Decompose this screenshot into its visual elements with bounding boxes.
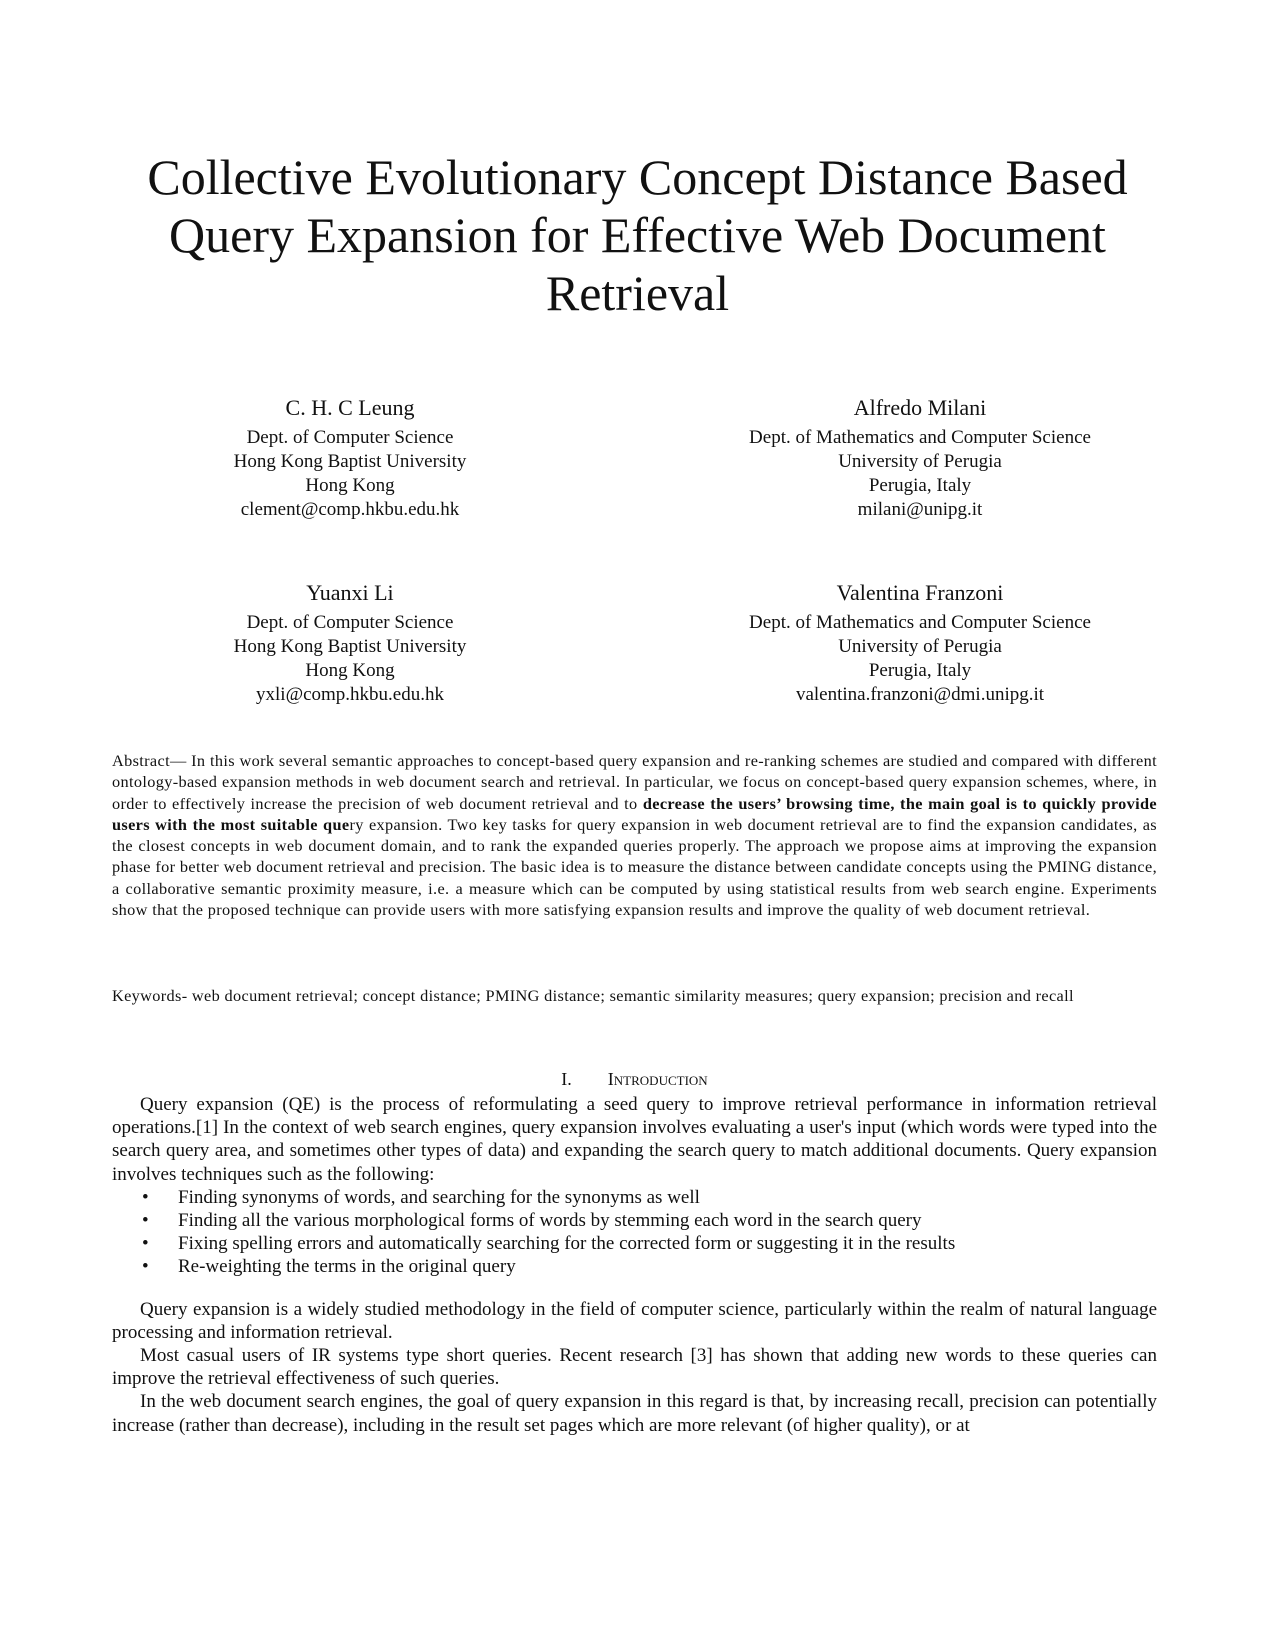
bullet-icon: • bbox=[142, 1233, 149, 1255]
body-text bbox=[112, 1093, 1157, 1437]
author-name: C. H. C Leung bbox=[285, 395, 415, 420]
abstract bbox=[112, 750, 1157, 920]
section-number: I. bbox=[561, 1069, 572, 1089]
author-dept: Dept. of Computer Science bbox=[246, 612, 454, 633]
author-location: Hong Kong bbox=[305, 475, 395, 496]
list-item bbox=[112, 1186, 1157, 1209]
author-location: Perugia, Italy bbox=[868, 660, 972, 681]
author-org: University of Perugia bbox=[838, 636, 1002, 657]
author-name: Alfredo Milani bbox=[853, 395, 987, 420]
author-email: valentina.franzoni@dmi.unipg.it bbox=[795, 684, 1045, 705]
section-title: Introduction bbox=[607, 1069, 708, 1089]
author-org: Hong Kong Baptist University bbox=[233, 451, 467, 472]
abstract-text-continued: ry expansion. Two key tasks for query expansion in web document retrieval are to find the expansion candidates, as the closest concepts in web document domain, and to rank the expanded queries properly. The approach we propose aims at improving the expansion phase for better web document retrieval and precision. The basic idea is to measure the distance between candidate concepts using the PMING distance, a collaborative semantic proximity measure, i.e. a measure which can be computed by using statistical results from web search engine. Experiments show that the proposed technique can provide users with more satisfying expansion results and improve the quality of web document retrieval. bbox=[112, 814, 1157, 920]
author-dept: Dept. of Computer Science bbox=[246, 427, 454, 448]
author-dept: Dept. of Mathematics and Computer Science bbox=[749, 427, 1091, 448]
abstract-bold-text: decrease the users’ browsing time, the main goal is to quickly provide users with the most suitable que bbox=[112, 793, 1157, 834]
technique-list bbox=[112, 1186, 1157, 1279]
bullet-icon: • bbox=[142, 1186, 149, 1208]
author-block bbox=[110, 395, 590, 522]
author-block bbox=[680, 395, 1160, 522]
author-org: Hong Kong Baptist University bbox=[233, 636, 467, 657]
bullet-icon: • bbox=[142, 1256, 149, 1278]
author-org: University of Perugia bbox=[838, 451, 1002, 472]
author-location: Hong Kong bbox=[305, 660, 395, 681]
author-block bbox=[680, 580, 1160, 707]
list-item bbox=[112, 1209, 1157, 1232]
paragraph: Query expansion is a widely studied methodology in the field of computer science, particularly within the realm of natural language processing and information retrieval. bbox=[112, 1298, 1157, 1343]
author-name: Yuanxi Li bbox=[306, 580, 394, 605]
list-item-text: Finding all the various morphological forms of words by stemming each word in the search query bbox=[178, 1210, 922, 1232]
list-item-text: Re-weighting the terms in the original query bbox=[178, 1256, 516, 1278]
paper-title: Collective Evolutionary Concept Distance Based Query Expansion for Effective Web Document Retrieval bbox=[147, 149, 1128, 321]
intro-paragraph: Query expansion (QE) is the process of reformulating a seed query to improve retrieval performance in information retrieval operations.[1] In the context of web search engines, query expansion involves evaluating a user's input (which words were typed into the search query area, and sometimes other types of data) and expanding the search query to match additional documents. Query expansion involves techniques such as the following: bbox=[112, 1094, 1157, 1185]
author-block bbox=[110, 580, 590, 707]
list-item bbox=[112, 1255, 1157, 1278]
paragraph-gap bbox=[112, 1279, 1157, 1298]
author-name: Valentina Franzoni bbox=[836, 580, 1004, 605]
paragraph: In the web document search engines, the goal of query expansion in this regard is that, by increasing recall, precision can potentially increase (rather than decrease), including in the result set pages which are more relevant (of higher quality), or at bbox=[112, 1391, 1157, 1436]
author-dept: Dept. of Mathematics and Computer Science bbox=[749, 612, 1091, 633]
bullet-icon: • bbox=[142, 1210, 149, 1232]
author-email: yxli@comp.hkbu.edu.hk bbox=[256, 684, 444, 705]
list-item-text: Finding synonyms of words, and searching for the synonyms as well bbox=[178, 1186, 700, 1208]
list-item bbox=[112, 1232, 1157, 1255]
author-email: clement@comp.hkbu.edu.hk bbox=[240, 499, 460, 520]
section-heading bbox=[112, 1068, 1157, 1090]
author-email: milani@unipg.it bbox=[857, 499, 983, 520]
keywords: Keywords- web document retrieval; concept distance; PMING distance; semantic similarity measures; query expansion; precision and recall bbox=[112, 986, 1074, 1005]
list-item-text: Fixing spelling errors and automatically searching for the corrected form or suggesting it in the results bbox=[178, 1233, 956, 1255]
author-location: Perugia, Italy bbox=[868, 475, 972, 496]
abstract-text: Abstract— In this work several semantic approaches to concept-based query expansion and re-ranking schemes are studied and compared with different ontology-based expansion methods in web document search and retrieval. In particular, we focus on concept-based query expansion schemes, where, in order to effectively increase the precision of web document retrieval and to bbox=[112, 751, 1157, 813]
paragraph: Most casual users of IR systems type short queries. Recent research [3] has shown that adding new words to these queries can improve the retrieval effectiveness of such queries. bbox=[112, 1345, 1157, 1390]
